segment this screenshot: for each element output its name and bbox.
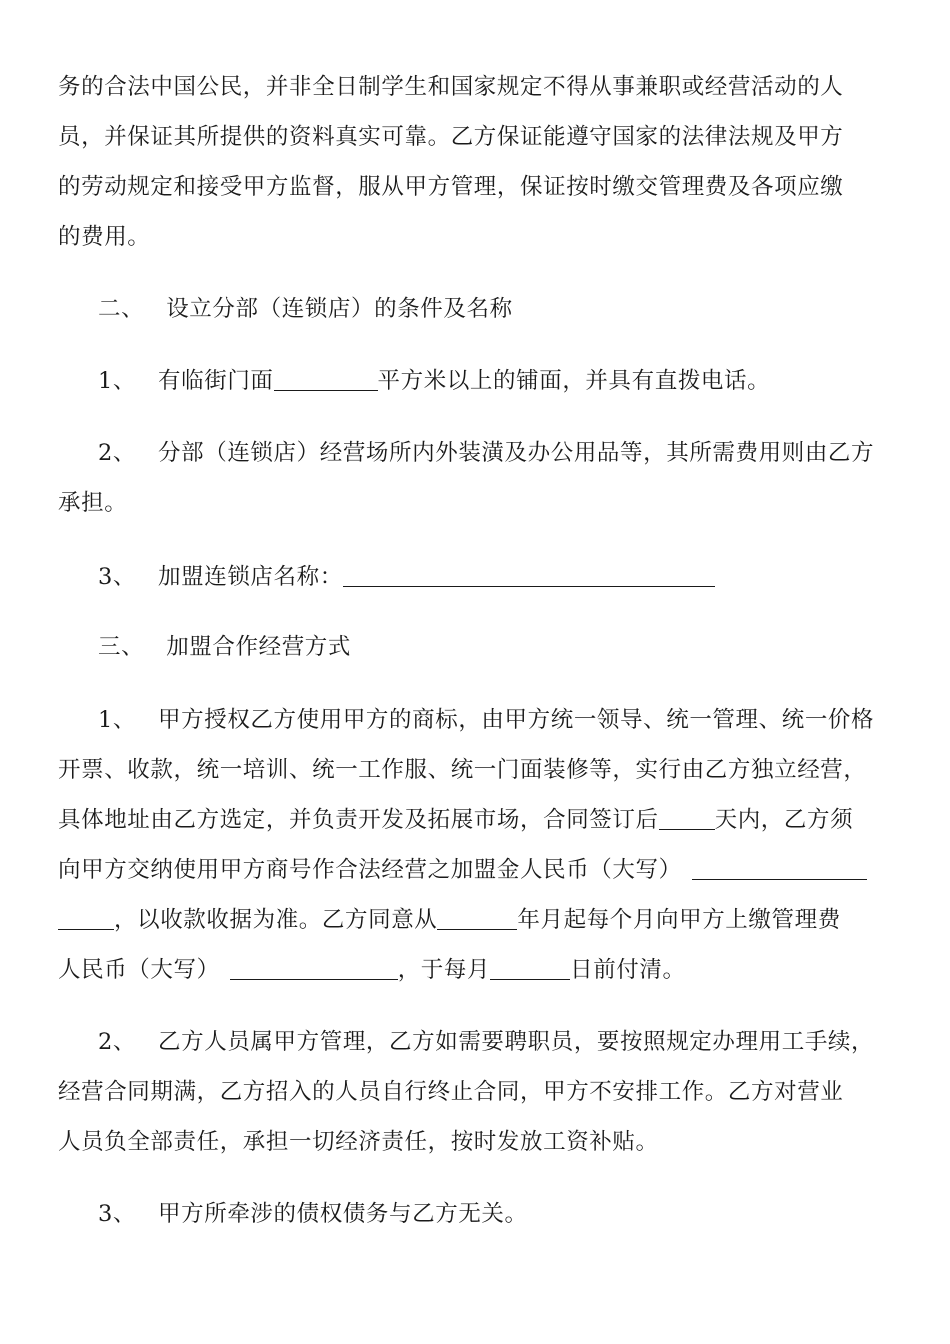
paragraph-line: 人员负全部责任，承担一切经济责任，按时发放工资补贴。: [58, 1129, 659, 1155]
item-text: 日前付清。: [570, 957, 686, 983]
paragraph-line: [58, 955, 686, 985]
franchise-fee-blank-continued[interactable]: [58, 907, 114, 930]
item-text: 具体地址由乙方选定，并负责开发及拓展市场，合同签订后: [58, 807, 659, 833]
item-number: 3、: [98, 1201, 137, 1227]
item-text: 年月起每个月向甲方上缴管理费: [517, 907, 841, 933]
item-number: 1、: [98, 707, 137, 733]
franchise-fee-blank[interactable]: [692, 857, 867, 880]
item-text: 平方米以上的铺面，并具有直拨电话。: [377, 368, 771, 394]
section-3-item-3: [98, 1199, 528, 1229]
item-text: 甲方授权乙方使用甲方的商标，由甲方统一领导、统一管理、统一价格: [158, 707, 875, 733]
item-text: ，以收款收据为准。乙方同意从: [114, 907, 438, 933]
section-title: 加盟合作经营方式: [166, 634, 352, 660]
section-number: 二、: [98, 296, 145, 322]
management-fee-blank[interactable]: [230, 957, 398, 980]
paragraph-line: 开票、收款，统一培训、统一工作服、统一门面装修等，实行由乙方独立经营，: [58, 757, 867, 783]
paragraph-line: [58, 805, 853, 835]
item-text: 有临街门面: [158, 368, 274, 394]
payment-day-blank[interactable]: [490, 957, 570, 980]
item-text: ，于每月: [397, 957, 491, 983]
section-number: 三、: [98, 634, 145, 660]
item-number: 2、: [98, 440, 137, 466]
paragraph-line: 务的合法中国公民，并非全日制学生和国家规定不得从事兼职或经营活动的人: [58, 74, 844, 100]
paragraph-line: 承担。: [58, 490, 128, 516]
item-number: 1、: [98, 368, 137, 394]
item-text: 向甲方交纳使用甲方商号作合法经营之加盟金人民币（大写）: [58, 857, 682, 883]
section-2-heading: [98, 294, 513, 324]
section-2-item-2: [98, 438, 874, 468]
store-name-blank[interactable]: [343, 564, 715, 587]
item-text: 天内，乙方须: [714, 807, 854, 833]
item-text: 乙方人员属甲方管理，乙方如需要聘职员，要按照规定办理用工手续，: [158, 1029, 875, 1055]
paragraph-line: 经营合同期满，乙方招入的人员自行终止合同，甲方不安排工作。乙方对营业: [58, 1079, 844, 1105]
section-2-item-1: [98, 366, 770, 396]
paragraph-line: 的费用。: [58, 224, 151, 250]
fill-blank-area[interactable]: [274, 368, 378, 391]
paragraph-line: [58, 905, 841, 935]
paragraph-line: 员，并保证其所提供的资料真实可靠。乙方保证能遵守国家的法律法规及甲方: [58, 124, 844, 150]
days-blank[interactable]: [659, 807, 715, 830]
item-number: 3、: [98, 564, 137, 590]
paragraph-line: [58, 855, 867, 885]
section-3-item-1: [98, 705, 874, 735]
section-title: 设立分部（连锁店）的条件及名称: [166, 296, 513, 322]
item-text: 加盟连锁店名称：: [158, 564, 343, 590]
section-2-item-3: [98, 562, 715, 592]
start-date-blank[interactable]: [437, 907, 517, 930]
section-3-item-2: [98, 1027, 874, 1057]
item-number: 2、: [98, 1029, 137, 1055]
item-text: 甲方所牵涉的债权债务与乙方无关。: [158, 1201, 528, 1227]
item-text: 分部（连锁店）经营场所内外装潢及办公用品等，其所需费用则由乙方: [158, 440, 875, 466]
item-text: 人民币（大写）: [58, 957, 220, 983]
section-3-heading: [98, 632, 351, 662]
paragraph-line: 的劳动规定和接受甲方监督，服从甲方管理，保证按时缴交管理费及各项应缴: [58, 174, 844, 200]
